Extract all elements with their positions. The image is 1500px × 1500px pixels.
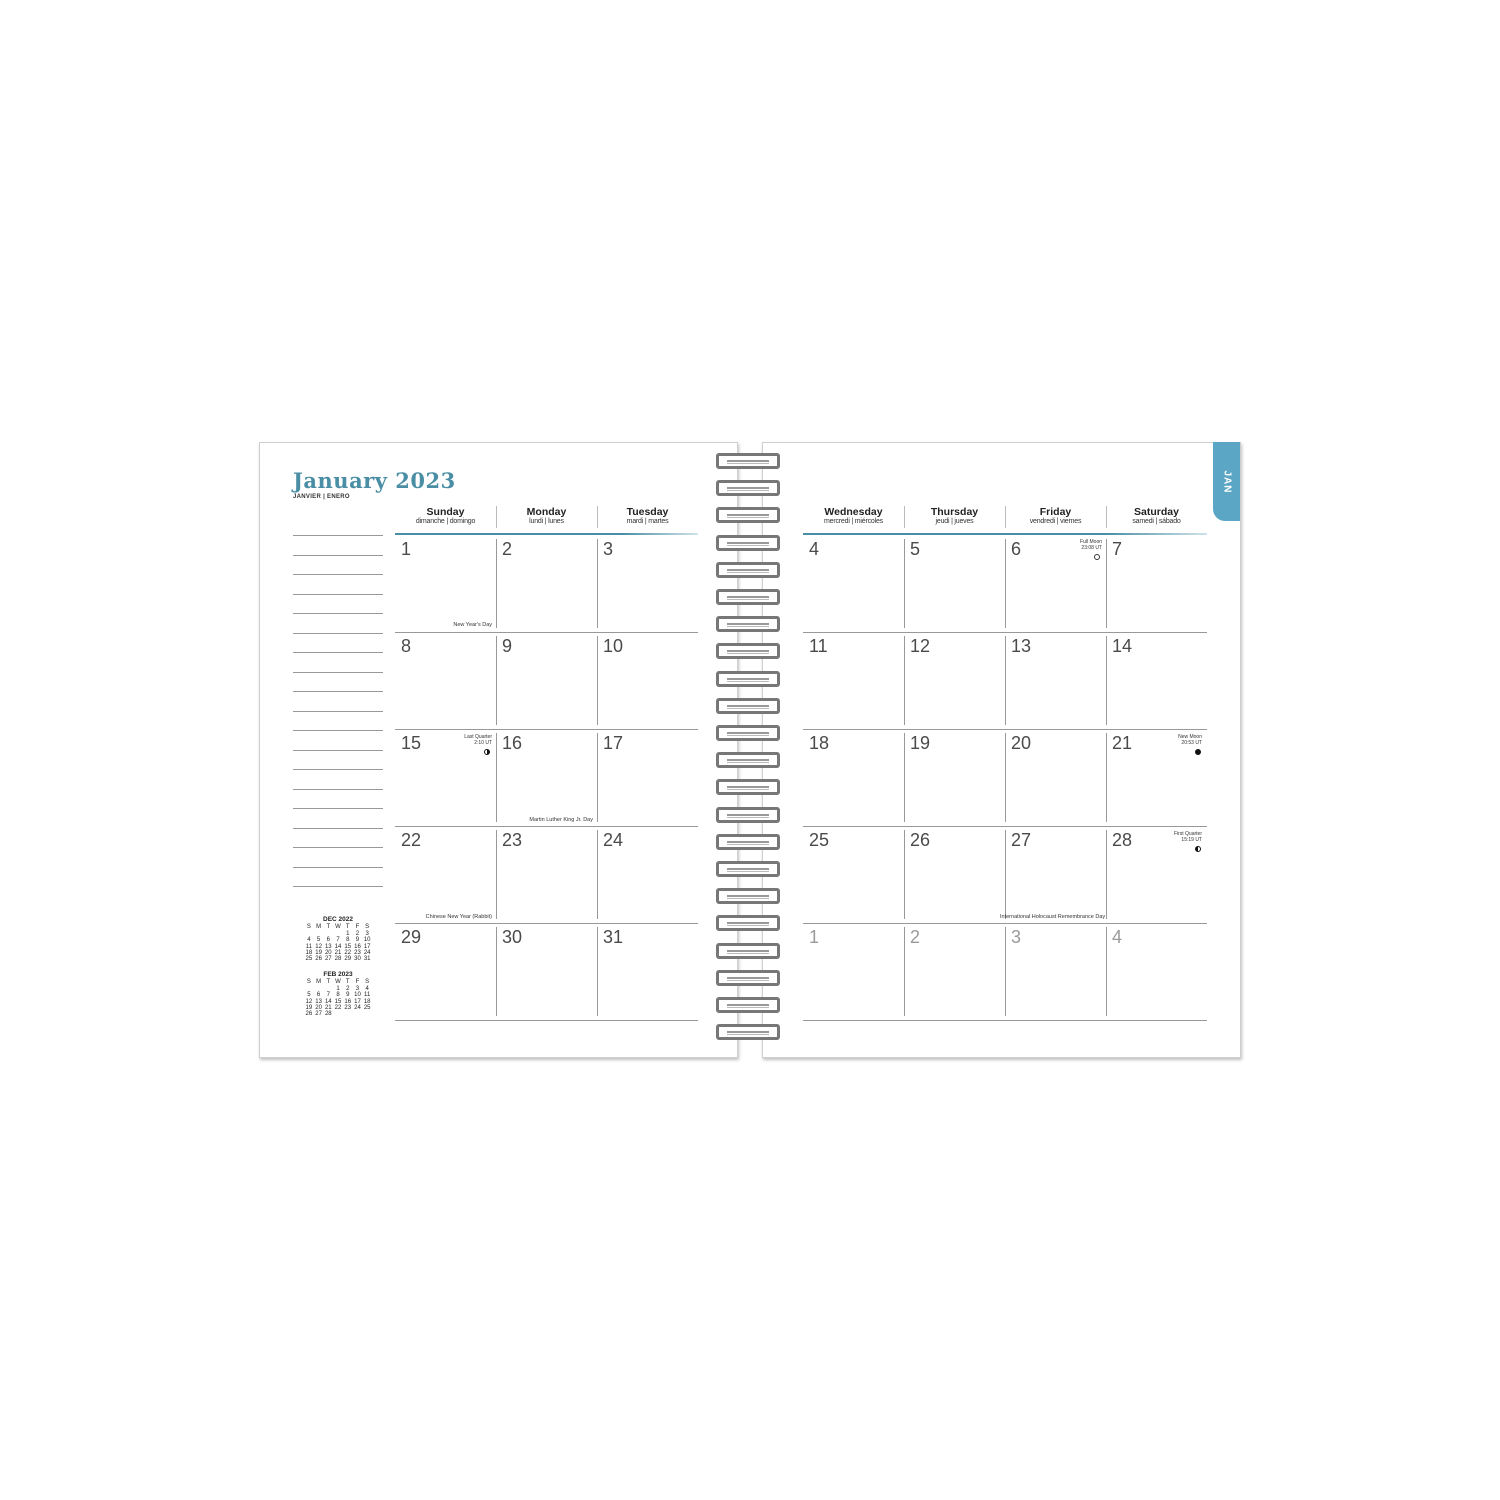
spiral-coil xyxy=(716,671,782,689)
day-number: 13 xyxy=(1011,636,1032,656)
coil-ring xyxy=(716,589,780,605)
mini-calendar-day: 21 xyxy=(334,950,342,957)
spiral-coil xyxy=(716,725,782,743)
mini-calendar-day: 25 xyxy=(363,1005,371,1012)
mini-calendar-day: 7 xyxy=(336,937,340,944)
mini-calendar-day: 14 xyxy=(324,998,332,1005)
moon-phase-label xyxy=(1060,539,1102,551)
weekday-header xyxy=(496,506,597,525)
moon-phase-time: 15:19 UT xyxy=(1181,837,1202,843)
mini-calendar-day: 10 xyxy=(363,937,371,944)
mini-calendar-day: 11 xyxy=(364,992,371,999)
mini-calendar-weekday: S xyxy=(306,924,311,931)
mini-calendar-day: 26 xyxy=(305,1011,313,1018)
coil-ring xyxy=(716,480,780,496)
mini-calendar-day: 21 xyxy=(324,1005,332,1012)
day-number: 16 xyxy=(502,733,523,753)
day-number: 23 xyxy=(502,830,523,850)
moon-phase-time: 2:10 UT xyxy=(474,740,492,746)
notes-line[interactable] xyxy=(293,574,383,575)
mini-calendar-day: 17 xyxy=(354,998,361,1005)
spiral-coil xyxy=(716,997,782,1015)
mini-calendar-day: 24 xyxy=(354,1005,361,1012)
weekday-name: Monday xyxy=(526,506,567,518)
coil-ring xyxy=(716,535,780,551)
day-number: 28 xyxy=(1112,830,1133,850)
day-number: 6 xyxy=(1011,539,1022,559)
notes-line[interactable] xyxy=(293,711,383,712)
day-number: 8 xyxy=(401,636,412,656)
mini-calendar-day: 15 xyxy=(334,998,342,1005)
mini-calendar-week xyxy=(304,956,372,962)
day-number: 9 xyxy=(502,636,513,656)
notes-line[interactable] xyxy=(293,672,383,673)
mini-calendar-day: 5 xyxy=(307,992,311,999)
moon-phase-time: 20:53 UT xyxy=(1181,740,1202,746)
weekday-header xyxy=(803,506,904,525)
notes-line[interactable] xyxy=(293,633,383,634)
mini-calendar-title: DEC 2022 xyxy=(323,916,353,923)
mini-calendar-day: 5 xyxy=(316,937,321,944)
holiday-label: New Year's Day xyxy=(453,622,492,628)
weekday-translation: mardi | martes xyxy=(626,518,669,525)
coil-ring xyxy=(716,643,780,659)
day-number: 1 xyxy=(809,927,820,947)
mini-calendar-day: 24 xyxy=(363,950,371,957)
mini-calendar-day: 20 xyxy=(324,950,332,957)
coil-ring xyxy=(716,752,780,768)
mini-calendar-day: 13 xyxy=(315,998,322,1005)
notes-line[interactable] xyxy=(293,594,383,595)
month-tab-label: JAN xyxy=(1221,469,1232,494)
spiral-coil xyxy=(716,943,782,961)
day-number: 18 xyxy=(809,733,830,753)
spiral-coil xyxy=(716,535,782,553)
mini-calendar-day: 18 xyxy=(305,950,313,957)
coil-ring xyxy=(716,861,780,877)
notes-line[interactable] xyxy=(293,886,383,887)
spiral-coil xyxy=(716,807,782,825)
coil-ring xyxy=(716,1024,780,1040)
mini-calendar-day: 27 xyxy=(324,956,332,963)
notes-line[interactable] xyxy=(293,769,383,770)
notes-line[interactable] xyxy=(293,789,383,790)
notes-line[interactable] xyxy=(293,867,383,868)
moon-phase-label xyxy=(1160,831,1202,843)
coil-ring xyxy=(716,943,780,959)
notes-line[interactable] xyxy=(293,828,383,829)
spiral-coil xyxy=(716,643,782,661)
weekday-name: Tuesday xyxy=(626,506,669,518)
weekday-header xyxy=(1005,506,1106,525)
week-rule xyxy=(395,826,698,827)
coil-ring xyxy=(716,834,780,850)
mini-calendar-day: 7 xyxy=(326,992,330,999)
spiral-coil xyxy=(716,970,782,988)
holiday-label: International Holocaust Remembrance Day xyxy=(1000,914,1106,920)
coil-ring xyxy=(716,562,780,578)
weekday-translation: lundi | lunes xyxy=(529,518,564,525)
spiral-coil xyxy=(716,589,782,607)
weekday-name: Wednesday xyxy=(824,506,883,518)
mini-calendar-day: 6 xyxy=(316,992,321,999)
first-quarter-moon-icon xyxy=(1195,846,1201,852)
mini-calendar-day: 12 xyxy=(305,998,313,1005)
mini-calendar-day: 3 xyxy=(365,930,369,937)
spiral-coil xyxy=(716,698,782,716)
day-number: 21 xyxy=(1112,733,1133,753)
mini-calendar-day: 27 xyxy=(315,1011,322,1018)
weekday-header xyxy=(904,506,1005,525)
coil-ring xyxy=(716,616,780,632)
mini-calendar-day: 12 xyxy=(315,943,322,950)
day-number: 4 xyxy=(1112,927,1123,947)
month-subtitle: JANVIER | ENERO xyxy=(293,494,350,500)
mini-calendar-day: 3 xyxy=(355,985,360,992)
spiral-coil xyxy=(716,915,782,933)
mini-calendar-weekday: W xyxy=(335,924,341,931)
mini-calendar-weekday: M xyxy=(316,924,322,931)
mini-calendar-day: 4 xyxy=(365,985,369,992)
day-number: 2 xyxy=(910,927,921,947)
week-rule xyxy=(803,826,1207,827)
notes-line[interactable] xyxy=(293,808,383,809)
holiday-label: Chinese New Year (Rabbit) xyxy=(425,914,492,920)
mini-calendar-day: 15 xyxy=(344,943,352,950)
weekday-name: Sunday xyxy=(426,506,465,518)
day-number: 26 xyxy=(910,830,931,850)
coil-ring xyxy=(716,671,780,687)
notes-line[interactable] xyxy=(293,555,383,556)
moon-phase-label xyxy=(450,734,492,746)
coil-ring xyxy=(716,453,780,469)
coil-ring xyxy=(716,997,780,1013)
mini-calendar-weekday: T xyxy=(326,979,331,986)
mini-calendar xyxy=(304,972,372,1018)
mini-calendar-weekday: T xyxy=(345,924,350,931)
mini-calendar-weekday: S xyxy=(306,979,311,986)
coil-ring xyxy=(716,507,780,523)
day-number: 25 xyxy=(809,830,830,850)
spiral-coil xyxy=(716,779,782,797)
mini-calendar-day: 30 xyxy=(354,956,361,963)
day-number: 2 xyxy=(502,539,513,559)
weekday-name: Saturday xyxy=(1134,506,1179,518)
weekday-translation: mercredi | miércoles xyxy=(824,518,883,525)
mini-calendar-weekday: W xyxy=(335,979,341,986)
last-quarter-moon-icon xyxy=(484,749,490,755)
mini-calendar-day: 9 xyxy=(355,937,360,944)
coil-ring xyxy=(716,915,780,931)
weekday-header xyxy=(597,506,698,525)
spiral-coil xyxy=(716,834,782,852)
weekday-header xyxy=(395,506,496,525)
mini-calendar-weekday: S xyxy=(365,924,370,931)
mini-calendar-day: 1 xyxy=(346,930,350,937)
mini-calendar-day: 19 xyxy=(305,1005,313,1012)
spiral-coil xyxy=(716,507,782,525)
week-rule xyxy=(803,632,1207,633)
mini-calendar-day: 19 xyxy=(315,950,322,957)
moon-phase-label xyxy=(1160,734,1202,746)
notes-line[interactable] xyxy=(293,750,383,751)
notes-line[interactable] xyxy=(293,847,383,848)
moon-phase-name: First Quarter xyxy=(1173,831,1202,837)
mini-calendar-day: 20 xyxy=(315,1005,322,1012)
header-rule xyxy=(803,533,1207,535)
mini-calendar-day: 23 xyxy=(344,1005,352,1012)
mini-calendar-weekday: T xyxy=(326,924,331,931)
day-number: 7 xyxy=(1112,539,1123,559)
mini-calendar-day: 16 xyxy=(344,998,352,1005)
notes-line[interactable] xyxy=(293,691,383,692)
mini-calendar-day: 17 xyxy=(363,943,371,950)
day-number: 20 xyxy=(1011,733,1032,753)
weekday-translation: vendredi | viernes xyxy=(1029,518,1082,525)
day-number: 29 xyxy=(401,927,422,947)
day-number: 3 xyxy=(603,539,614,559)
holiday-label: Martin Luther King Jr. Day xyxy=(529,817,593,823)
day-number: 22 xyxy=(401,830,422,850)
moon-phase-name: New Moon xyxy=(1178,734,1202,740)
week-rule xyxy=(803,923,1207,924)
coil-ring xyxy=(716,970,780,986)
mini-calendar-day: 4 xyxy=(307,937,311,944)
full-moon-icon xyxy=(1094,554,1100,560)
notes-line[interactable] xyxy=(293,535,383,536)
week-rule xyxy=(803,729,1207,730)
week-rule xyxy=(395,923,698,924)
mini-calendar-day: 2 xyxy=(355,930,360,937)
weekday-translation: dimanche | domingo xyxy=(415,518,476,525)
coil-ring xyxy=(716,807,780,823)
spiral-coil xyxy=(716,888,782,906)
mini-calendar-weekday: S xyxy=(365,979,370,986)
notes-line[interactable] xyxy=(293,652,383,653)
mini-calendar-day: 28 xyxy=(324,1011,332,1018)
spiral-coil xyxy=(716,480,782,498)
moon-phase-name: Full Moon xyxy=(1080,539,1102,545)
day-number: 24 xyxy=(603,830,624,850)
spiral-coil xyxy=(716,1024,782,1042)
day-number: 15 xyxy=(401,733,422,753)
mini-calendar-day: 28 xyxy=(334,956,342,963)
day-number: 10 xyxy=(603,636,624,656)
mini-calendar-weekday: T xyxy=(345,979,350,986)
weekday-name: Thursday xyxy=(930,506,979,518)
notes-line[interactable] xyxy=(293,613,383,614)
mini-calendar-day: 31 xyxy=(363,956,371,963)
moon-phase-name: Last Quarter xyxy=(464,734,492,740)
weekday-header xyxy=(1106,506,1207,525)
mini-calendar-weekday: F xyxy=(355,979,360,986)
new-moon-icon xyxy=(1195,749,1201,755)
mini-calendar-day: 25 xyxy=(305,956,313,963)
mini-calendar-day xyxy=(333,1011,343,1017)
month-tab[interactable] xyxy=(1213,442,1240,521)
spiral-coil xyxy=(716,453,782,471)
coil-ring xyxy=(716,725,780,741)
day-number: 11 xyxy=(809,636,828,656)
mini-calendar-day: 10 xyxy=(354,992,361,999)
weekday-name: Friday xyxy=(1039,506,1072,518)
moon-phase-time: 23:08 UT xyxy=(1081,545,1102,551)
spiral-coil xyxy=(716,752,782,770)
week-rule xyxy=(395,729,698,730)
spiral-coil xyxy=(716,861,782,879)
mini-calendar-day: 1 xyxy=(336,985,340,992)
day-number: 3 xyxy=(1011,927,1022,947)
coil-ring xyxy=(716,779,780,795)
month-title: January 2023 xyxy=(293,468,456,493)
mini-calendar-weekday: F xyxy=(355,924,360,931)
mini-calendar-day: 8 xyxy=(346,937,350,944)
mini-calendar-day: 22 xyxy=(344,950,352,957)
mini-calendar-day xyxy=(353,1011,363,1017)
day-number: 17 xyxy=(603,733,624,753)
day-number: 31 xyxy=(603,927,624,947)
day-number: 30 xyxy=(502,927,523,947)
mini-calendar-day: 22 xyxy=(334,1005,342,1012)
mini-calendar-day: 11 xyxy=(305,943,312,950)
day-number: 5 xyxy=(910,539,921,559)
mini-calendar-day: 6 xyxy=(326,937,330,944)
mini-calendar-day: 9 xyxy=(346,992,350,999)
mini-calendar-day: 29 xyxy=(344,956,352,963)
week-rule xyxy=(395,632,698,633)
mini-calendar-day: 8 xyxy=(336,992,340,999)
mini-calendar-day: 2 xyxy=(346,985,350,992)
mini-calendar-weekday: M xyxy=(316,979,322,986)
mini-calendar-day: 18 xyxy=(363,998,371,1005)
day-number: 14 xyxy=(1112,636,1133,656)
mini-calendar-day: 14 xyxy=(334,943,342,950)
mini-calendar-day xyxy=(362,1011,372,1017)
coil-ring xyxy=(716,888,780,904)
weekday-translation: samedi | sábado xyxy=(1132,518,1181,525)
mini-calendar-day: 13 xyxy=(324,943,332,950)
mini-calendar-day: 16 xyxy=(354,943,361,950)
week-rule xyxy=(803,1020,1207,1021)
weekday-translation: jeudi | jueves xyxy=(935,518,974,525)
week-rule xyxy=(395,1020,698,1021)
notes-line[interactable] xyxy=(293,730,383,731)
mini-calendar-week xyxy=(304,1011,372,1017)
mini-calendar xyxy=(304,917,372,963)
mini-calendar-day xyxy=(343,1011,353,1017)
day-number: 12 xyxy=(910,636,931,656)
header-rule xyxy=(395,533,698,535)
day-number: 1 xyxy=(401,539,412,559)
spiral-coil xyxy=(716,562,782,580)
mini-calendar-day: 26 xyxy=(315,956,322,963)
mini-calendar-title: FEB 2023 xyxy=(323,971,353,978)
spiral-coil xyxy=(716,616,782,634)
mini-calendar-day: 23 xyxy=(354,950,361,957)
coil-ring xyxy=(716,698,780,714)
day-number: 4 xyxy=(809,539,820,559)
day-number: 27 xyxy=(1011,830,1032,850)
day-number: 19 xyxy=(910,733,931,753)
